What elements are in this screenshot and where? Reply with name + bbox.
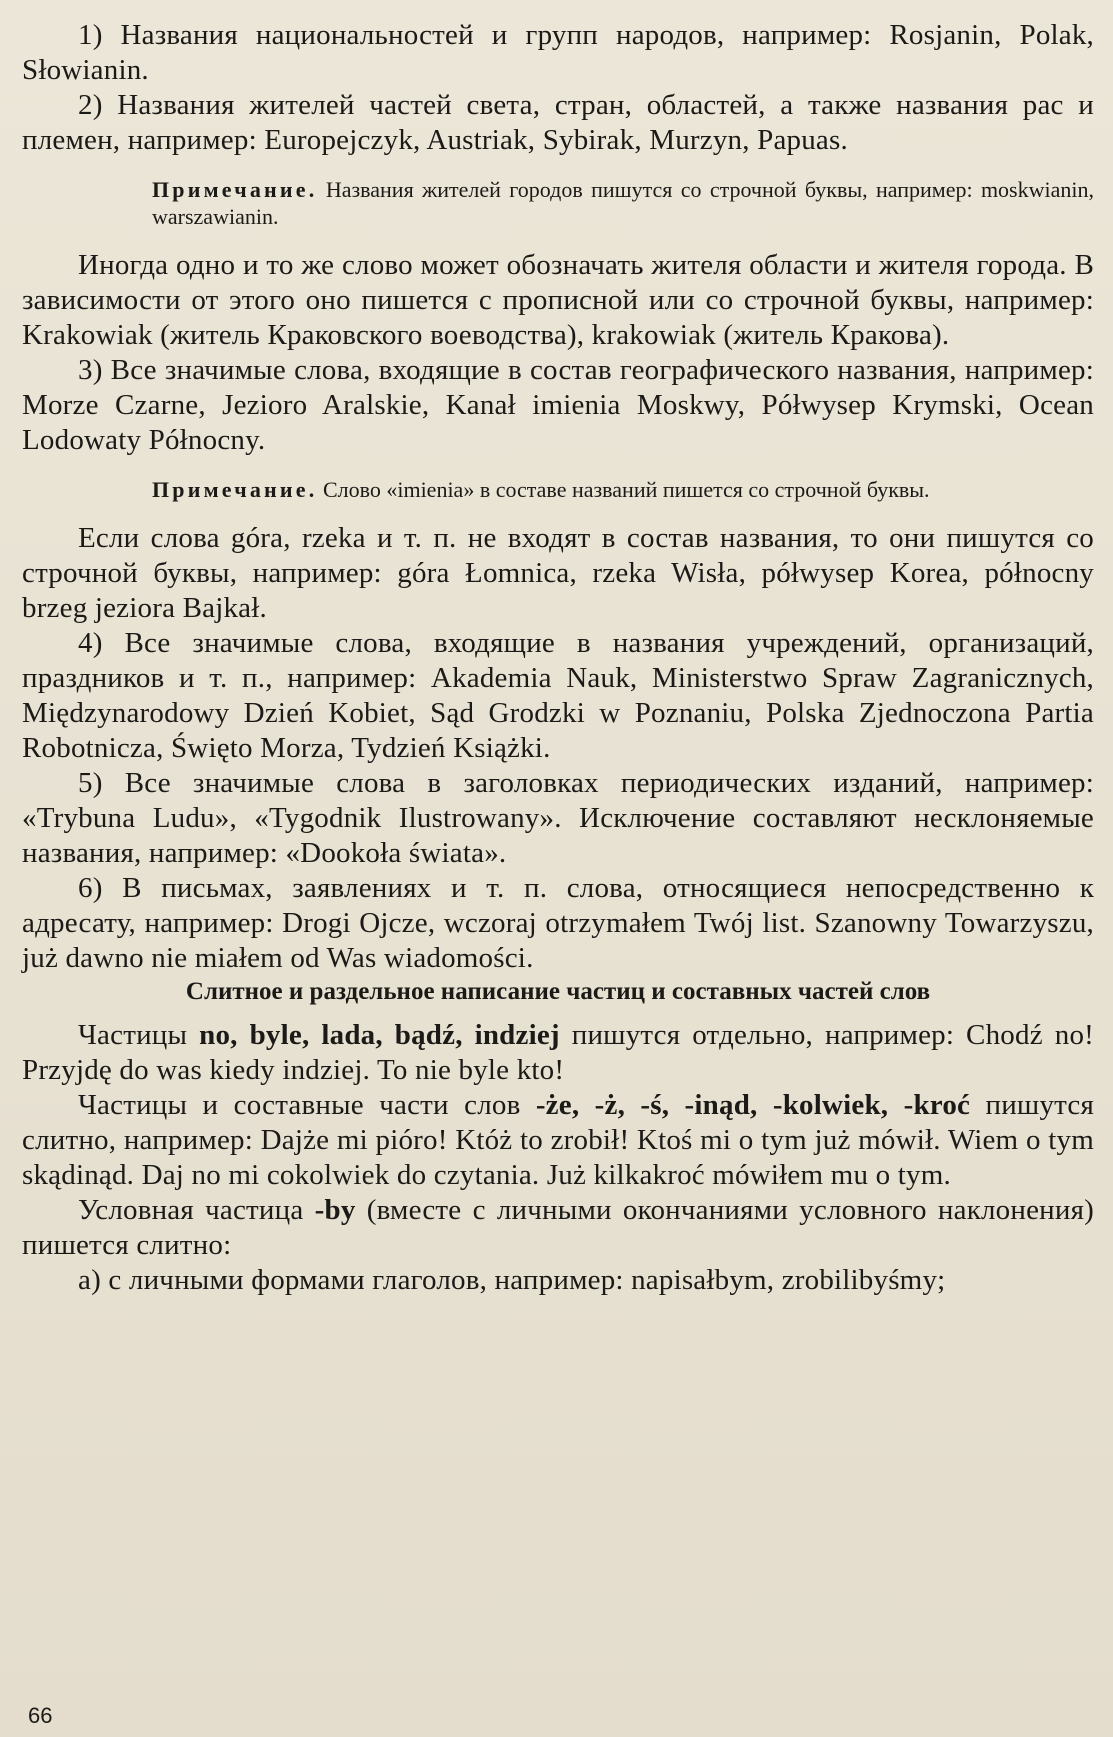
particles-separate-paragraph [22,1018,1094,1088]
note-2 [152,476,1094,503]
rule-1-paragraph: 1) Названия национальностей и групп народов, например: Rosjanin, Polak, Słowianin. [22,19,1094,86]
page-content [22,18,1094,1298]
note-2-label: Примечание. [152,477,318,502]
note-1 [152,176,1094,230]
note-1-text: Названия жителей городов пишутся со строчной буквы, например: moskwianin, warszawianin. [152,177,1094,229]
conditional-particle-paragraph [22,1193,1094,1263]
particles-joined-lead: Частицы и составные части слов [78,1089,536,1121]
conditional-item-a: а) с личными формами глаголов, например: napisałbym, zrobilibyśmy; [78,1264,946,1296]
rule-3-paragraph: 3) Все значимые слова, входящие в состав географического названия, например: Morze Czarne, Jezioro Aralskie, Kanał imienia Moskwy, Półwysep Krymski, Ocean Lodowaty Północny. [22,354,1094,456]
particles-joined-rest: пишутся слитно, например: Dajże mi pióro! Któż to zrobił! Ktoś mi o tym już mówił. Wiem o tym skądinąd. Daj no mi cokolwiek do czytania. Już kilkakroć mówiłem mu o tym. [22,1089,1094,1191]
gora-rzeka-paragraph: Если слова góra, rzeka и т. п. не входят в состав названия, то они пишутся со строчной буквы, например: góra Łomnica, rzeka Wisła, półwysep Korea, północny brzeg jeziora Bajkał. [22,522,1094,624]
particles-separate-lead: Частицы [78,1019,200,1051]
conditional-particle-by: -by [314,1194,356,1226]
rule-6-paragraph: 6) В письмах, заявлениях и т. п. слова, относящиеся непосредственно к адресату, например: Drogi Ojcze, wczoraj otrzymałem Twój list. Szanowny Towarzyszu, już dawno nie miałem od Was wiadomości. [22,872,1094,974]
particles-joined-paragraph [22,1088,1094,1193]
section-heading: Слитное и раздельное написание частиц и составных частей слов [185,978,931,1005]
rule-4-paragraph: 4) Все значимые слова, входящие в названия учреждений, организаций, праздников и т. п., например: Akademia Nauk, Ministerstwo Spraw Zagranicznych, Międzynarodowy Dzień Kobiet, Sąd Grodzki w Poznaniu, Polska Zjednoczona Partia Robotnicza, Święto Morza, Tydzień Książki. [22,627,1094,764]
particles-joined-list: -że, -ż, -ś, -inąd, -kolwiek, -kroć [535,1089,971,1121]
rule-2-paragraph: 2) Названия жителей частей света, стран, областей, а также названия рас и племен, например: Europejczyk, Austriak, Sybirak, Murzyn, Papuas. [22,89,1094,156]
note-1-label: Примечание. [152,177,318,202]
particles-separate-rest: пишутся отдельно, например: Chodź no! Przyjdę do was kiedy indziej. To nie byle kto! [22,1019,1094,1086]
conditional-particle-rest: (вместе с личными окончаниями условного наклонения) пишется слитно: [22,1194,1094,1261]
note-2-text: Слово «imienia» в составе названий пишется со строчной буквы. [317,477,930,502]
page-number: 66 [28,1703,53,1728]
particles-separate-list: no, byle, lada, bądź, indziej [199,1019,560,1051]
conditional-particle-lead: Условная частица [78,1194,315,1226]
rule-5-paragraph: 5) Все значимые слова в заголовках периодических изданий, например: «Trybuna Ludu», «Tygodnik Ilustrowany». Исключение составляют несклоняемые названия, например: «Dookoła świata». [22,767,1094,869]
city-region-paragraph: Иногда одно и то же слово может обозначать жителя области и жителя города. В зависимости от этого оно пишется с прописной или со строчной буквы, например: Krakowiak (житель Краковского воеводства), krakowiak (житель Кракова). [22,249,1094,351]
